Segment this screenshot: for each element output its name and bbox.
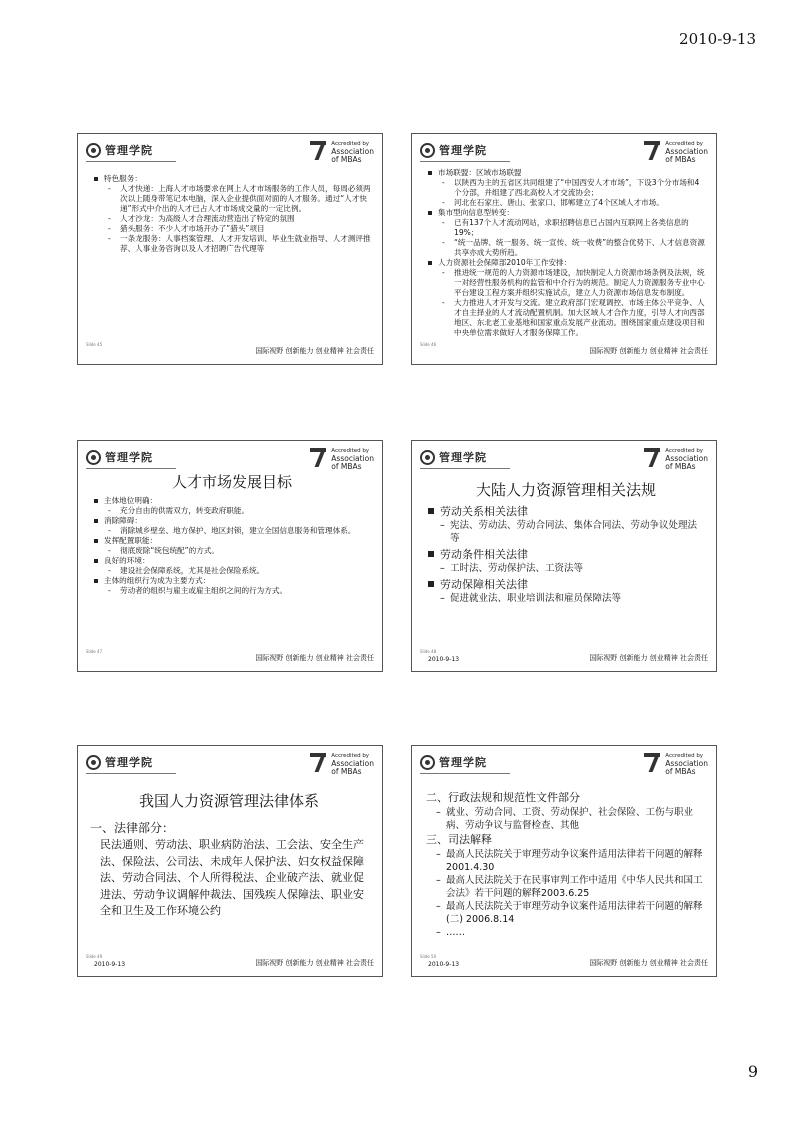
school-logo — [420, 449, 487, 465]
slide-body — [92, 174, 372, 254]
slide-date: 2010-9-13 — [428, 656, 460, 663]
slide-title: 人才市场发展目标 — [171, 473, 292, 491]
amba-logo: Accredited by Association of MBAs — [310, 141, 374, 164]
slide-body — [426, 479, 706, 605]
sub-item: – 宪法、劳动法、劳动合同法、集体合同法、劳动争议处理法等 — [426, 519, 706, 545]
slide-body — [90, 790, 368, 920]
school-logo — [86, 142, 153, 158]
slide-number: Slide 48 — [420, 649, 437, 654]
page-date: 2010-9-13 — [679, 30, 756, 48]
amba-mark-icon — [310, 753, 328, 772]
bullet-item: 良好的环境： — [92, 556, 372, 566]
footer-motto: 国际视野 创新能力 创业精神 社会责任 — [255, 654, 374, 662]
footer-motto: 国际视野 创新能力 创业精神 社会责任 — [589, 654, 708, 662]
page-number: 9 — [747, 1062, 758, 1081]
slide-body — [426, 790, 706, 939]
bullet-item: 主体的组织行为成为主要方式： — [92, 576, 372, 586]
slide-footer — [78, 950, 382, 976]
slide-title: 我国人力资源管理法律体系 — [138, 792, 319, 810]
sub-item: – 最高人民法院关于审理劳动争议案件适用法律若干问题的解释(二) 2006.8.14 — [426, 900, 706, 926]
slide-body — [426, 168, 706, 338]
slide-footer — [412, 338, 716, 364]
slide-body — [92, 471, 372, 596]
slide-header — [412, 441, 716, 473]
slide-header — [412, 746, 716, 778]
amba-mark-icon — [644, 448, 662, 467]
sub-item: – 最高人民法院关于在民事审判工作中适用《中华人民共和国工会法》若干问题的解释2003.6.25 — [426, 874, 706, 900]
sub-item: – 就业、劳动合同、工资、劳动保护、社会保险、工伤与职业病、劳动争议与监督检查、其他 — [426, 806, 706, 832]
sub-item: - 消除城乡壁垒、地方保护、地区封锁，建立全国信息服务和管理体系。 — [92, 526, 372, 536]
sub-item: - 猎头服务：不少人才市场开办了”猎头”项目 — [92, 224, 372, 234]
amba-logo: Accredited by Association of MBAs — [310, 753, 374, 776]
bullet-item: 主体地位明确： — [92, 496, 372, 506]
slide-number: Slide 50 — [420, 954, 437, 959]
slide-footer — [412, 645, 716, 671]
seal-icon — [420, 450, 435, 465]
sub-item: – 最高人民法院关于审理劳动争议案件适用法律若干问题的解释 2001.4.30 — [426, 848, 706, 874]
amba-mark-icon — [644, 753, 662, 772]
slide-thumbnail — [77, 440, 383, 672]
school-logo — [420, 754, 487, 770]
slide-number: Slide 49 — [86, 954, 103, 959]
logo-text: 管理学院 — [439, 451, 487, 464]
bullet-item: 特色服务： — [92, 174, 372, 184]
bullet-item: 发挥配置职能： — [92, 536, 372, 546]
school-logo — [86, 754, 153, 770]
seal-icon — [420, 143, 435, 158]
logo-text: 管理学院 — [439, 144, 487, 157]
section-heading: 一、法律部分： — [90, 821, 175, 835]
slide-thumbnail — [77, 133, 383, 365]
section-heading: 二、行政法规和规范性文件部分 — [426, 791, 580, 804]
amba-logo: Accredited by Association of MBAs — [644, 141, 708, 164]
slide-thumbnail — [411, 745, 717, 977]
slide-footer — [78, 645, 382, 671]
sub-item: – …… — [426, 926, 706, 939]
bullet-item: 人力资源社会保障部2010年工作安排： — [426, 258, 706, 268]
sub-item: - 人才沙龙：为高级人才合理流动营造出了特定的氛围 — [92, 214, 372, 224]
footer-motto: 国际视野 创新能力 创业精神 社会责任 — [589, 959, 708, 967]
slide-thumbnail — [411, 440, 717, 672]
logo-text: 管理学院 — [439, 756, 487, 769]
sub-item: – 促进就业法、职业培训法和雇员保障法等 — [426, 592, 706, 605]
logo-text: 管理学院 — [105, 144, 153, 157]
amba-mark-icon — [310, 141, 328, 160]
slide-footer — [412, 950, 716, 976]
logo-text: 管理学院 — [105, 756, 153, 769]
bullet-item: 市场联盟：区域市场联盟 — [426, 168, 706, 178]
slide-number: Slide 45 — [86, 342, 103, 347]
amba-mark-icon — [310, 448, 328, 467]
slide-header — [78, 441, 382, 473]
slide-number: Slide 47 — [86, 649, 103, 654]
bullet-item: 消除障碍： — [92, 516, 372, 526]
sub-item: - 人才快递：上海人才市场要求在网上人才市场服务的工作人员，每周必须两次以上随身带笔记本电脑，深入企业提供面对面的人才服务。通过“人才快递”形式中介出的人才已占人才市场成交量的一定比例。 — [92, 184, 372, 214]
section-heading: 三、司法解释 — [426, 833, 492, 846]
school-logo — [86, 449, 153, 465]
seal-icon — [86, 755, 101, 770]
logo-text: 管理学院 — [105, 451, 153, 464]
sub-item: - 一条龙服务：人事档案管理、人才开发培训、毕业生就业指导、人才测评推荐、人事业务咨询以及人才招聘广告代理等 — [92, 234, 372, 254]
slide-footer — [78, 338, 382, 364]
seal-icon — [420, 755, 435, 770]
amba-logo: Accredited by Association of MBAs — [644, 448, 708, 471]
bullet-item: 劳动条件相关法律 — [426, 547, 706, 562]
sub-item: - 建设社会保障系统，尤其是社会保险系统。 — [92, 566, 372, 576]
slide-thumbnail — [77, 745, 383, 977]
amba-logo: Accredited by Association of MBAs — [310, 448, 374, 471]
footer-motto: 国际视野 创新能力 创业精神 社会责任 — [255, 959, 374, 967]
law-list-paragraph: 民法通则、劳动法、职业病防治法、工会法、安全生产法、保险法、公司法、未成年人保护法、妇女权益保障法、劳动合同法、个人所得税法、企业破产法、就业促进法、劳动争议调解仲裁法、国残疾人保障法、职业安全和卫生及工作环境公约 — [100, 838, 364, 917]
sub-item: - 已有137个人才流动网站，求职招聘信息已占国内互联网上各类信息的19%； — [426, 218, 706, 238]
sub-item: - 推进统一规范的人力资源市场建设，加快制定人力资源市场条例及法规，统一对经营性服务机构的监管和中介行为的规范。制定人力资源服务专业中心平台建设工程方案并组织实施试点，建立人力资源市场信息发布制度。 — [426, 268, 706, 298]
slide-date: 2010-9-13 — [428, 961, 460, 968]
amba-mark-icon — [644, 141, 662, 160]
slide-thumbnail — [411, 133, 717, 365]
seal-icon — [86, 450, 101, 465]
amba-logo: Accredited by Association of MBAs — [644, 753, 708, 776]
sub-item: - 彻底废除“统包统配”的方式。 — [92, 546, 372, 556]
bullet-item: 劳动保障相关法律 — [426, 577, 706, 592]
footer-motto: 国际视野 创新能力 创业精神 社会责任 — [255, 347, 374, 355]
slide-title: 大陆人力资源管理相关法规 — [475, 481, 656, 499]
sub-item: - “统一品牌、统一服务、统一宣传、统一收费”的整合优势下、人才信息资源共享亦成大势所趋。 — [426, 238, 706, 258]
bullet-item: 集市型向信息型转变： — [426, 208, 706, 218]
school-logo — [420, 142, 487, 158]
sub-item: - 劳动者的组织与雇主或雇主组织之间的行为方式。 — [92, 586, 372, 596]
slide-header — [412, 134, 716, 166]
slide-header — [78, 134, 382, 166]
sub-item: - 河北在石家庄、唐山、张家口、邯郸建立了4个区域人才市场。 — [426, 198, 706, 208]
sub-item: – 工时法、劳动保护法、工资法等 — [426, 562, 706, 575]
slide-date: 2010-9-13 — [94, 961, 126, 968]
footer-motto: 国际视野 创新能力 创业精神 社会责任 — [589, 347, 708, 355]
sub-item: - 充分自由的供需双方，转变政府职能。 — [92, 506, 372, 516]
slide-header — [78, 746, 382, 778]
slide-number: Slide 46 — [420, 342, 437, 347]
sub-item: - 以陕西为主的五省区共同组建了“中国西安人才市场”，下设3个分市场和4个分部，并组建了西北高校人才交流协会； — [426, 178, 706, 198]
seal-icon — [86, 143, 101, 158]
bullet-item: 劳动关系相关法律 — [426, 504, 706, 519]
sub-item: - 大力推进人才开发与交流。建立政府部门宏观调控、市场主体公平竞争、人才自主择业的人才流动配置机制。加大区域人才合作力度，引导人才向西部地区、东北老工业基地和国家重点发展产业流动。围绕国家重点建设项目和中央单位需求做好人才服务保障工作。 — [426, 298, 706, 338]
